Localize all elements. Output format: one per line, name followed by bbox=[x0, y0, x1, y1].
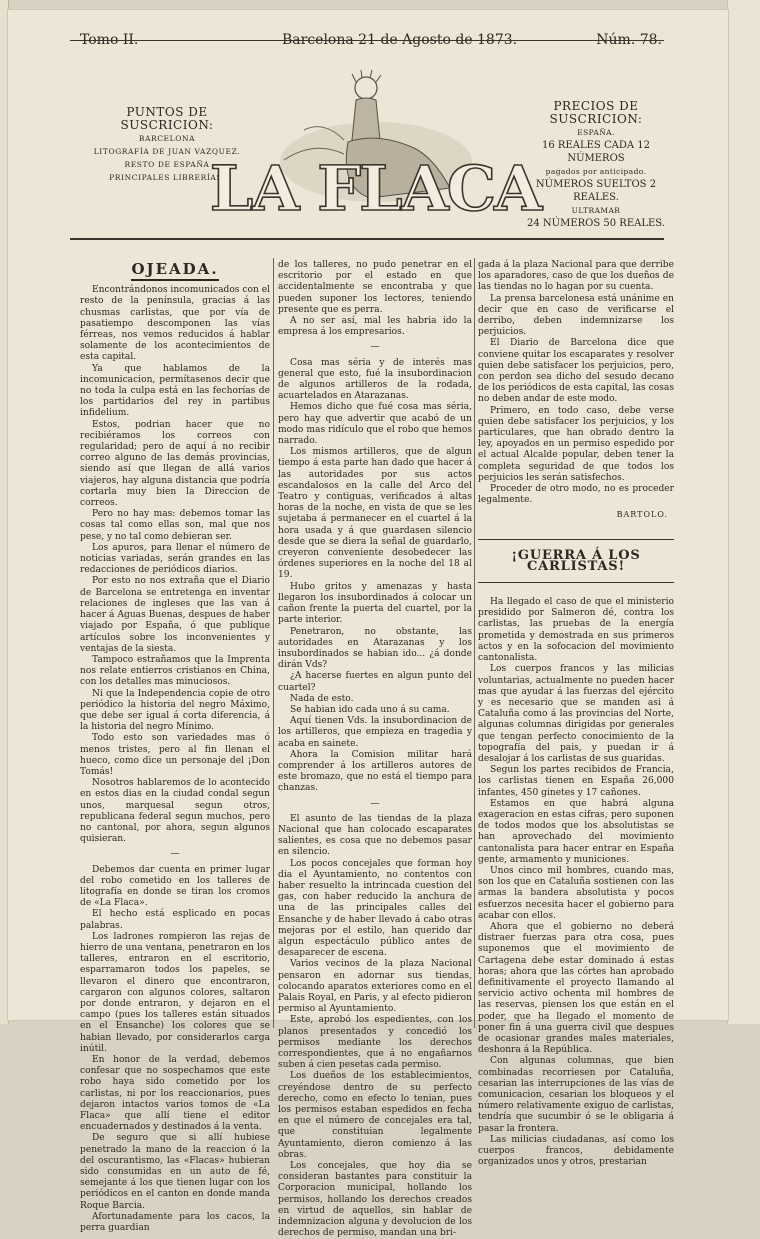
column-2 bbox=[278, 260, 472, 1239]
paragraph: Los ladrones rompieron las rejas de hierro de una ventana, penetraron en los talleres, entraron en el escritorio, esparramaron todos los papeles, se llevaron el dinero que encontraron, cargaron con algunos colores, saltaron por donde entraron, y dejaron en el campo (pues los talleres están situados en el Ensanche) los colores que se habian llevado, por considerarlos carga inútil. bbox=[80, 931, 270, 1054]
column-3 bbox=[478, 260, 674, 1168]
next-page-edge bbox=[727, 0, 760, 1024]
paragraph: Unos cinco mil hombres, cuando mas, son los que en Cataluña sostienen con las armas la bandera absolutista y pocos esfuerzos necesita hacer el gobierno para acabar con ellos. bbox=[478, 865, 674, 921]
paragraph: Debemos dar cuenta en primer lugar del robo cometido en los talleres de litografía en donde se tiran los cromos de «La Flaca». bbox=[80, 864, 270, 909]
paragraph: El asunto de las tiendas de la plaza Nacional que han colocado escaparates salientes, es cosa que no debemos pasar en silencio. bbox=[278, 813, 472, 858]
header-rule bbox=[70, 238, 664, 240]
paragraph: gada á la plaza Nacional para que derribe los aparadores, caso de que los dueños de las tiendas no lo hagan por su cuenta. bbox=[478, 260, 674, 293]
paragraph: Se habian ido cada uno á su cama. bbox=[290, 704, 450, 715]
paragraph: El Diario de Barcelona dice que conviene quitar los escaparates y resolver quien debe satisfacer los perjuicios, pero, con perdon sea dicho del sesudo decano de los periódicos de esta capital, las cosas no deben andar de este modo. bbox=[478, 338, 674, 405]
paragraph: Afortunadamente para los cacos, la perra guardian bbox=[80, 1211, 270, 1234]
paragraph: Los mismos artilleros, que de algun tiempo á esta parte han dado que hacer á las autoridades por sus actos escandalosos en la calle del Arco del Teatro y contiguas, verificados á altas horas de la noche, en vista de que se les sujetaba á permanecer en el cuartel á la hora usada y á que guardasen silencio desde que se diera la señal de guardarlo, creyeron conveniente desobedecer las órdenes superiores en la noche del 18 al 19. bbox=[278, 447, 472, 581]
paragraph: Por esto no nos extraña que el Diario de Barcelona se entretenga en inventar relaciones de ingleses que las van á hacer á Aguas Buenas, despues de haber viajado por España, ó que publique artículos sobre los inconvenientes y ventajas de la siesta. bbox=[80, 576, 270, 654]
paragraph: Ahora que el gobierno no deberá distraer fuerzas para otra cosa, pues suponemos que el movimiento de Cartagena debe estar dominado á estas horas; ahora que las córtes han aprobado definitivamente el proyecto llamando al servicio activo ochenta mil hombres de las reservas, piensen los que están en el poder, que ha llegado el momento de poner fin á una guerra civil que despues de ocasionar grandes males materiales, deshonra á la República. bbox=[478, 921, 674, 1056]
paragraph: Estamos en que habrá alguna exageracion en estas cifras, pero suponen de todos modos que los absolutistas se han aprovechado del movimiento cantonalista para hacer entrar en España gente, armamento y municiones. bbox=[478, 798, 674, 865]
paragraph: Nada de esto. bbox=[290, 693, 354, 704]
masthead-rule bbox=[70, 40, 664, 41]
paragraph: Estos, podrian hacer que no recibiéramos los correos con regularidad; pero de aquí á no recibir correo alguno de las demás provincias, siendo así que llegan de allá varios viajeros, hay alguna distancia que podría cortarla muy bien la Direccion de correos. bbox=[80, 419, 270, 509]
separator: — bbox=[370, 342, 380, 353]
paragraph: Las milicias ciudadanas, así como los cuerpos francos, debidamente organizados unos y otros, prestarian bbox=[478, 1134, 674, 1168]
paragraph: Con algunas columnas, que bien combinadas recorriesen por Cataluña, cesarian las interrupciones de las vías de comunicacion, cesarian los bloqueos y el número relativamente exiguo de carlistas, tendría que sucumbir ó se le obligaria á pasar la frontera. bbox=[478, 1056, 674, 1134]
paragraph: Los dueños de los establecimientos, creyéndose dentro de su perfecto derecho, como en efecto lo tenian, pues los permisos estaban espedidos en fecha en que el número de concejales era tal, que constituian legalmente Ayuntamiento, dieron comienzo á las obras. bbox=[278, 1071, 472, 1160]
la-flaca-logo bbox=[209, 70, 541, 228]
column-divider bbox=[474, 258, 475, 1028]
subscription-points-heading: PUNTOS DE SUSCRICION: bbox=[120, 105, 214, 132]
masthead bbox=[70, 22, 670, 52]
paragraph: La prensa barcelonesa está unánime en decir que en caso de verificarse el derribo, deben indemnizarse los perjuicios. bbox=[478, 293, 674, 338]
paragraph: Hubo gritos y amenazas y hasta llegaron los insubordinados á colocar un cañon frente la puerta del cuartel, por la parte interior. bbox=[278, 581, 472, 626]
subscription-points-line: PRINCIPALES LIBRERÍAS. bbox=[109, 173, 225, 182]
paragraph: Aquí tienen Vds. la insubordinacion de los artilleros, que empieza en tragedia y acaba en sainete. bbox=[278, 716, 472, 749]
column-divider bbox=[273, 258, 274, 1028]
paragraph: Encontrándonos incomunicados con el resto de la península, gracias á las chusmas carlistas, que por vía de pasatiempo descomponen las vías férreas, nos vemos reducidos á hablar solamente de los acontecimientos de esta capital. bbox=[80, 285, 270, 363]
paragraph: A no ser así, mal les habria ido la empresa á los empresarios. bbox=[278, 316, 472, 338]
subscription-points-line: RESTO DE ESPAÑA bbox=[124, 160, 210, 169]
separator: — bbox=[170, 849, 180, 860]
paragraph: Este, aprobó los espedientes, con los planos presentados y concedió los permisos mediante los derechos correspondientes, que á no engañarnos suben á cien pesetas cada permiso. bbox=[278, 1015, 472, 1071]
price-line: pagados por anticipado. bbox=[545, 167, 647, 176]
subscription-points-line: BARCELONA bbox=[138, 134, 196, 143]
paragraph: Hemos dicho que fué cosa mas séria, pero hay que advertir que acabó de un modo mas ridículo que el robo que hemos narrado. bbox=[278, 402, 472, 447]
paragraph: Tampoco estrañamos que la Imprenta nos relate entierros cristianos en China, con los detalles mas minuciosos. bbox=[80, 654, 270, 688]
paragraph: Proceder de otro modo, no es proceder legalmente. bbox=[478, 484, 674, 506]
logo-title: LA FLACA bbox=[209, 152, 541, 225]
subscription-prices bbox=[516, 100, 676, 230]
paragraph: Ni que la Independencia copie de otro periódico la historia del negro Máximo, que debe ser igual á corta diferencia, á la historia del negro Mínimo. bbox=[80, 688, 270, 733]
paragraph: Ya que hablamos de la incomunicacion, permítasenos decir que no toda la culpa está en las fechorías de los partidarios del rey in partibus infidelium. bbox=[80, 363, 270, 419]
price-line: ESPAÑA. bbox=[577, 128, 615, 137]
paragraph: Ahora la Comision militar hará comprender á los artilleros autores de este bromazo, que no está el tiempo para chanzas. bbox=[278, 749, 472, 794]
paragraph: Nosotros hablaremos de lo acontecido en estos dias en la ciudad condal segun unos, marquesal segun otros, republicana federal segun muchos, pero no cantonal, por ahora, segun algunos quisieran. bbox=[80, 778, 270, 845]
paragraph: Segun los partes recibidos de Francia, los carlistas tienen en España 26,000 infantes, 450 ginetes y 17 cañones. bbox=[478, 765, 674, 798]
paragraph: Los pocos concejales que forman hoy dia el Ayuntamiento, no contentos con haber resuelto la intrincada cuestion del gas, con haber reducido la anchura de una de las principales calles del Ensanche y de haber llevado á cabo otras mejoras por el estilo, han querido dar algun espectáculo público antes de desaparecer de escena. bbox=[278, 858, 472, 959]
paragraph: De seguro que si allí hubiese penetrado la mano de la reaccion ó la del oscurantismo, las «Flacas» hubieran sido consumidas en un auto de fé, semejante á los que tienen lugar con los periódicos en el canton en donde manda Roque Barcia. bbox=[80, 1133, 270, 1211]
paragraph: Penetraron, no obstante, las autoridades en Atarazanas y los insubordinados se habian ido... ¿á donde dirán Vds? bbox=[278, 626, 472, 671]
article-title-guerra: ¡GUERRA Á LOS CARLISTAS! bbox=[478, 539, 674, 583]
paragraph: Pero no hay mas: debemos tomar las cosas tal como ellas son, mal que nos pese, y no tal como debieran ser. bbox=[80, 509, 270, 542]
price-line: 16 REALES CADA 12 NÚMEROS bbox=[542, 140, 650, 164]
paragraph: ¿A hacerse fuertes en algun punto del cuartel? bbox=[278, 671, 472, 693]
separator: — bbox=[370, 798, 380, 809]
volume-label: Tomo II. bbox=[80, 32, 139, 48]
newspaper-page bbox=[8, 10, 728, 1239]
price-line: ULTRAMAR bbox=[571, 206, 621, 215]
paragraph: Los cuerpos francos y las milicias voluntarias, actualmente no pueden hacer mas que ayudar á las fuerzas del ejército y es necesario que se manden asi á Cataluña como á las provincias del Norte, algunas columnas dirigidas por generales que tengan perfecto conocimiento de la topografía del pais, y puedan ir á desalojar á los carlistas de sus guaridas. bbox=[478, 664, 674, 764]
paragraph: Los concejales, que hoy dia se consideran bastantes para constituir la Corporacion municipal, hollando los permisos, hollando los derechos creados en virtud de aquellos, sin hablar de indemnizacion alguna y devolucion de los derechos de permiso, mandan una bri- bbox=[278, 1161, 472, 1239]
paragraph: Cosa mas séria y de interés mas general que esto, fué la insubordinacion de algunos artilleros de la rodada, acuartelados en Atarazanas. bbox=[278, 357, 472, 402]
paragraph: Varios vecinos de la plaza Nacional pensaron en adornar sus tiendas, colocando aparatos exteriores como en el Palais Royal, en Paris, y al efecto pidieron permiso al Ayuntamiento. bbox=[278, 959, 472, 1015]
paragraph: Los apuros, para llenar el número de noticias variadas, serán grandes en las redacciones de periódicos diarios. bbox=[80, 542, 270, 576]
paragraph: El hecho está esplicado en pocas palabras. bbox=[80, 909, 270, 931]
paragraph: de los talleres, no pudo penetrar en el escritorio por el estado en que accidentalmente se encontraba y que pueden suponer los lectores, teniendo presente que es perra. bbox=[278, 260, 472, 315]
paragraph: Ha llegado el caso de que el ministerio presidido por Salmeron dé, contra los carlistas, las pruebas de la energía prometida y demostrada en sus primeros actos y en la sofocacion del movimiento cantonalista. bbox=[478, 597, 674, 664]
issue-date: Barcelona 21 de Agosto de 1873. bbox=[282, 32, 518, 48]
column-1 bbox=[80, 260, 270, 1234]
price-line: NÚMEROS SUELTOS 2 REALES. bbox=[535, 179, 657, 203]
article-title-ojeada: OJEADA. bbox=[80, 264, 270, 275]
author-signature: BARTOLO. bbox=[616, 510, 668, 520]
paragraph: Todo esto son variedades mas ó menos tristes, pero al fin llenan el hueco, como dice un personaje del ¡Don Tomás! bbox=[80, 733, 270, 777]
price-line: 24 NÚMEROS 50 REALES. bbox=[527, 218, 665, 229]
issue-number: Núm. 78. bbox=[596, 32, 662, 48]
subscription-prices-heading: PRECIOS DE SUSCRICION: bbox=[549, 99, 643, 126]
paragraph: Primero, en todo caso, debe verse quien debe satisfacer los perjuicios, y los particulares, que han obrado dentro la ley, apoyados en un permiso espedido por el actual Alcalde popular, deben tener la completa seguridad de que todos los perjuicios les serán satisfechos. bbox=[478, 405, 674, 483]
paragraph: En honor de la verdad, debemos confesar que no sospechamos que este robo haya sido cometido por los carlistas, ni por los reaccionarios, pues dejaron intactos varios tomos de «La Flaca» que allí tiene el editor encuadernados y destinados á la venta. bbox=[80, 1055, 270, 1133]
subscription-points-line: LITOGRAFÍA DE JUAN VAZQUEZ. bbox=[93, 147, 241, 156]
